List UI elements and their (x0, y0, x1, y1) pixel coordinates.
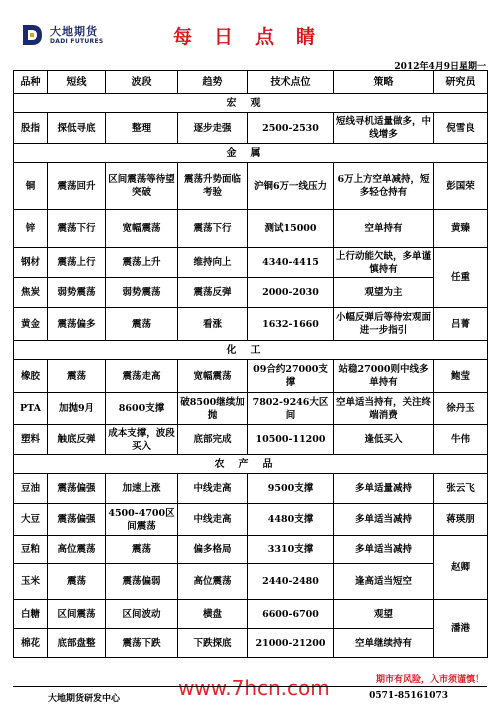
footer-phone: 0571-85161073 (369, 691, 448, 701)
section-metals (14, 144, 488, 163)
cell-trend: 中线走高 (178, 504, 248, 536)
cell-band: 震荡上升 (106, 248, 178, 278)
company-logo (20, 22, 104, 48)
table-row (14, 113, 488, 144)
table-row (14, 248, 488, 278)
table-row (14, 210, 488, 248)
cell-researcher: 张云飞 (434, 474, 488, 504)
cell-tech: 沪铜6万一线压力 (248, 163, 334, 210)
cell-trend: 底部完成 (178, 425, 248, 455)
cell-trend: 下跌探底 (178, 629, 248, 658)
page-title: 每日点睛 (172, 26, 337, 48)
cell-variety: 锌 (14, 210, 48, 248)
cell-tech: 4340-4415 (248, 248, 334, 278)
cell-variety: 钢材 (14, 248, 48, 278)
cell-short: 震荡 (48, 360, 106, 393)
cell-tech: 21000-21200 (248, 629, 334, 658)
section-title: 金属 (14, 144, 488, 163)
logo-chinese-name: 大地期货 (50, 24, 98, 38)
cell-strategy: 站稳27000则中线多单持有 (334, 360, 434, 393)
cell-tech: 6600-6700 (248, 600, 334, 629)
cell-band: 震荡走高 (106, 360, 178, 393)
cell-variety: 白糖 (14, 600, 48, 629)
table-header-row (14, 71, 488, 94)
cell-trend: 震荡下行 (178, 210, 248, 248)
section-title: 化工 (14, 341, 488, 360)
cell-short: 高位震荡 (48, 536, 106, 564)
cell-strategy: 小幅反弹后等待宏观面进一步指引 (334, 308, 434, 341)
cell-strategy: 空单持有 (334, 210, 434, 248)
cell-trend: 看涨 (178, 308, 248, 341)
cell-trend: 震荡升势面临考验 (178, 163, 248, 210)
col-header-trend: 趋势 (178, 71, 248, 94)
cell-band: 区间震荡等待望突破 (106, 163, 178, 210)
cell-strategy: 逢低买入 (334, 425, 434, 455)
cell-strategy: 空单继续持有 (334, 629, 434, 658)
col-header-short: 短线 (48, 71, 106, 94)
cell-trend: 高位震荡 (178, 564, 248, 600)
table-row (14, 425, 488, 455)
risk-warning: 期市有风险，入市须谨慎！ (375, 675, 484, 685)
cell-researcher: 吕菁 (434, 308, 488, 341)
cell-variety: 股指 (14, 113, 48, 144)
cell-short: 触底反弹 (48, 425, 106, 455)
cell-variety: 黄金 (14, 308, 48, 341)
cell-short: 探低寻底 (48, 113, 106, 144)
report-header (0, 0, 498, 52)
cell-researcher: 潘港 (434, 600, 488, 658)
cell-tech: 2500-2530 (248, 113, 334, 144)
cell-band: 震荡下跌 (106, 629, 178, 658)
cell-variety: 豆油 (14, 474, 48, 504)
cell-trend: 中线走高 (178, 474, 248, 504)
table-row (14, 474, 488, 504)
cell-variety: 塑料 (14, 425, 48, 455)
cell-trend: 震荡反弹 (178, 278, 248, 308)
logo-english-name: DADI FUTURES (50, 37, 104, 45)
section-macro (14, 94, 488, 113)
cell-trend: 横盘 (178, 600, 248, 629)
table-row (14, 504, 488, 536)
table-row (14, 564, 488, 600)
cell-tech: 1632-1660 (248, 308, 334, 341)
cell-trend: 宽幅震荡 (178, 360, 248, 393)
cell-band: 弱势震荡 (106, 278, 178, 308)
cell-researcher: 黄臻 (434, 210, 488, 248)
cell-short: 震荡回升 (48, 163, 106, 210)
cell-band: 4500-4700区间震荡 (106, 504, 178, 536)
cell-band: 成本支撑，波段买入 (106, 425, 178, 455)
cell-short: 震荡上行 (48, 248, 106, 278)
cell-variety: 棉花 (14, 629, 48, 658)
cell-band: 加速上涨 (106, 474, 178, 504)
cell-researcher: 牛伟 (434, 425, 488, 455)
cell-researcher: 任重 (434, 248, 488, 308)
footer-divider (13, 686, 487, 687)
cell-band: 震荡 (106, 536, 178, 564)
section-chemicals (14, 341, 488, 360)
cell-variety: 铜 (14, 163, 48, 210)
table-row (14, 393, 488, 425)
cell-tech: 7802-9246大区间 (248, 393, 334, 425)
cell-variety: 焦炭 (14, 278, 48, 308)
col-header-tech: 技术点位 (248, 71, 334, 94)
cell-strategy: 多单适当减持 (334, 536, 434, 564)
cell-band: 8600支撑 (106, 393, 178, 425)
cell-short: 震荡偏强 (48, 504, 106, 536)
cell-variety: 玉米 (14, 564, 48, 600)
cell-trend: 逐步走强 (178, 113, 248, 144)
cell-strategy: 多单适当减持 (334, 504, 434, 536)
cell-band: 震荡偏弱 (106, 564, 178, 600)
table-row (14, 360, 488, 393)
cell-researcher: 赵卿 (434, 536, 488, 600)
cell-tech: 4480支撑 (248, 504, 334, 536)
cell-strategy: 多单适量减持 (334, 474, 434, 504)
cell-short: 震荡偏强 (48, 474, 106, 504)
cell-short: 震荡下行 (48, 210, 106, 248)
cell-short: 底部盘整 (48, 629, 106, 658)
section-title: 宏观 (14, 94, 488, 113)
col-header-researcher: 研究员 (434, 71, 488, 94)
dadi-logo-icon (20, 22, 46, 48)
report-date: 2012年4月9日星期一 (394, 62, 486, 72)
cell-strategy: 空单适当持有，关注终端消费 (334, 393, 434, 425)
cell-tech: 2440-2480 (248, 564, 334, 600)
cell-tech: 3310支撑 (248, 536, 334, 564)
cell-tech: 10500-11200 (248, 425, 334, 455)
cell-strategy: 观望为主 (334, 278, 434, 308)
cell-band: 震荡 (106, 308, 178, 341)
col-header-band: 波段 (106, 71, 178, 94)
cell-tech: 2000-2030 (248, 278, 334, 308)
cell-band: 区间波动 (106, 600, 178, 629)
cell-band: 整理 (106, 113, 178, 144)
cell-researcher: 倪雪良 (434, 113, 488, 144)
cell-short: 区间震荡 (48, 600, 106, 629)
footer-org: 大地期货研发中心 (48, 694, 121, 704)
cell-short: 弱势震荡 (48, 278, 106, 308)
col-header-variety: 品种 (14, 71, 48, 94)
cell-trend: 破8500继续加抛 (178, 393, 248, 425)
cell-strategy: 上行动能欠缺，多单谨慎持有 (334, 248, 434, 278)
cell-short: 震荡 (48, 564, 106, 600)
cell-researcher: 鲍莹 (434, 360, 488, 393)
col-header-strategy: 策略 (334, 71, 434, 94)
cell-researcher: 徐丹玉 (434, 393, 488, 425)
cell-variety: 大豆 (14, 504, 48, 536)
cell-trend: 偏多格局 (178, 536, 248, 564)
table-row (14, 600, 488, 629)
cell-strategy: 短线寻机适量做多，中线增多 (334, 113, 434, 144)
cell-strategy: 观望 (334, 600, 434, 629)
cell-strategy: 逢高适当短空 (334, 564, 434, 600)
cell-short: 震荡偏多 (48, 308, 106, 341)
cell-band: 宽幅震荡 (106, 210, 178, 248)
cell-strategy: 6万上方空单减持，短多轻仓持有 (334, 163, 434, 210)
section-title: 农产品 (14, 455, 488, 474)
cell-tech: 9500支撑 (248, 474, 334, 504)
cell-variety: 橡胶 (14, 360, 48, 393)
market-table (13, 70, 488, 658)
table-row (14, 629, 488, 658)
cell-researcher: 蒋瑛朋 (434, 504, 488, 536)
cell-trend: 维持向上 (178, 248, 248, 278)
table-row (14, 536, 488, 564)
cell-variety: 豆粕 (14, 536, 48, 564)
cell-tech: 测试15000 (248, 210, 334, 248)
table-row (14, 308, 488, 341)
cell-researcher: 彭国荣 (434, 163, 488, 210)
section-agricultural (14, 455, 488, 474)
table-row (14, 278, 488, 308)
cell-tech: 09合约27000支撑 (248, 360, 334, 393)
cell-short: 加抛9月 (48, 393, 106, 425)
cell-variety: PTA (14, 393, 48, 425)
watermark-text: www.7hcn.com (178, 676, 330, 700)
table-row (14, 163, 488, 210)
